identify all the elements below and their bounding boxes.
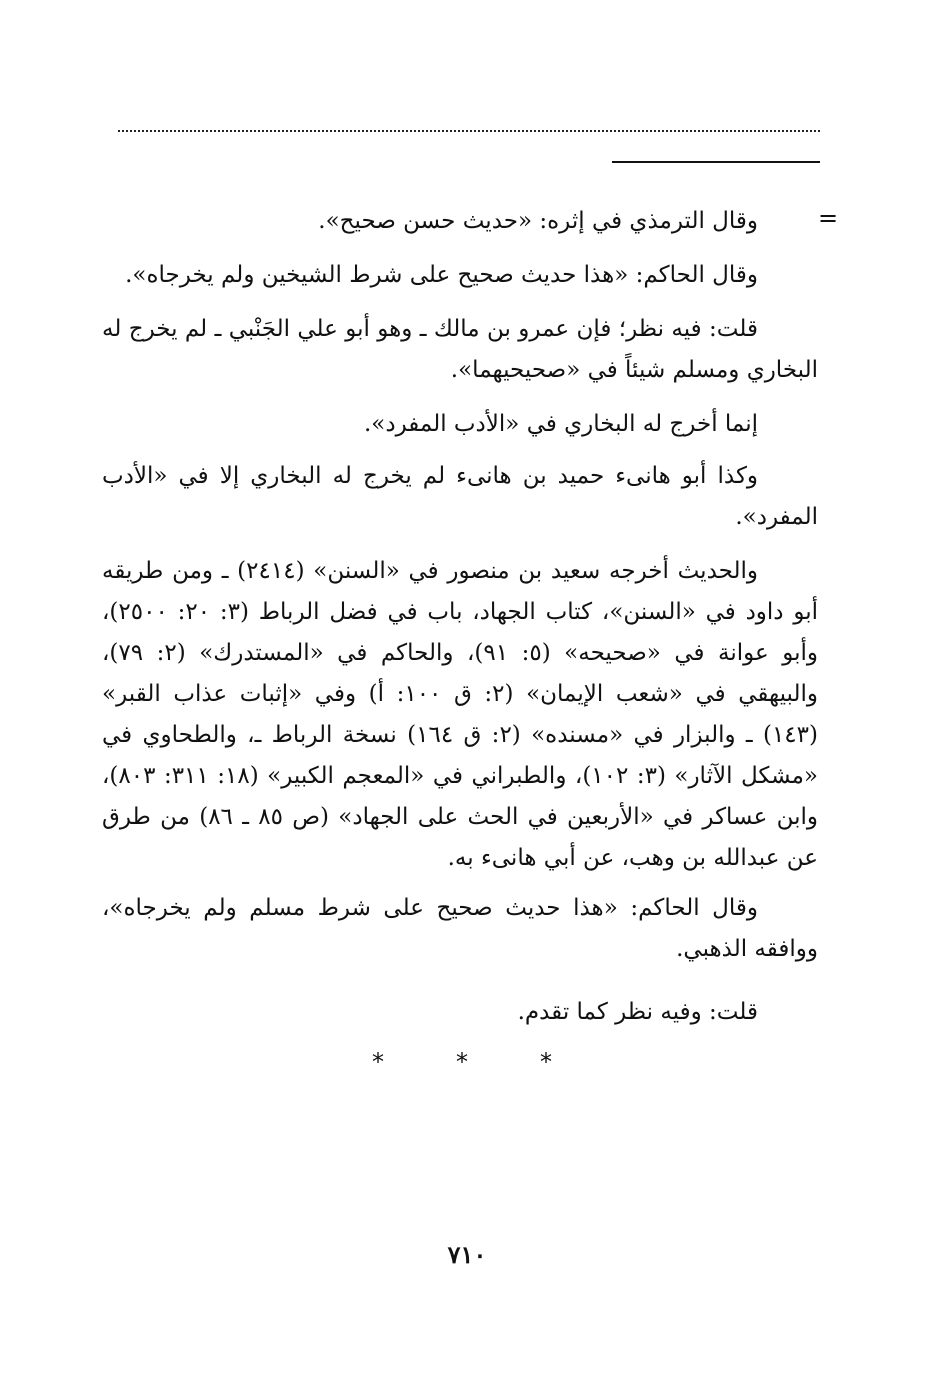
paragraph-hakim-second: وقال الحاكم: «هذا حديث صحيح على شرط مسلم ولم يخرجاه»، ووافقه الذهبي. xyxy=(102,895,818,962)
paragraph-adab-mufrad: إنما أخرج له البخاري في «الأدب المفرد». xyxy=(363,411,758,437)
page-number: ٧١٠ xyxy=(447,1240,487,1269)
separator-star: * xyxy=(372,1048,384,1076)
paragraph-abu-hani: وكذا أبو هانىء حميد بن هانىء لم يخرج له البخاري إلا في «الأدب المفرد». xyxy=(102,463,818,530)
continuation-mark: = xyxy=(818,204,839,232)
paragraph-tirmidhi: وقال الترمذي في إثره: «حديث حسن صحيح». xyxy=(318,208,758,234)
separator-star: * xyxy=(540,1048,552,1076)
paragraph-hakim-first: وقال الحاكم: «هذا حديث صحيح على شرط الشيخين ولم يخرجاه». xyxy=(125,262,758,288)
paragraph-final-comment: قلت: وفيه نظر كما تقدم. xyxy=(517,999,758,1025)
dotted-divider xyxy=(118,130,820,132)
footnote-rule xyxy=(612,161,820,163)
paragraph-hadith-sources: والحديث أخرجه سعيد بن منصور في «السنن» (٢٤١٤) ـ ومن طريقه أبو داود في «السنن»، كتاب الجهاد، باب في فضل الرباط (٣: ٢٠: ٢٥٠٠)، وأبو عوانة في «صحيحه» (٥: ٩١)، والحاكم في «المستدرك» (٢: ٧٩)، والبيهقي في «شعب الإيمان» (٢: ق ١٠٠: أ) وفي «إثبات عذاب القبر» (١٤٣) ـ والبزار في «مسنده» (٢: ق ١٦٤) نسخة الرباط ـ، والطحاوي في «مشكل الآثار» (٣: ١٠٢)، والطبراني في «المعجم الكبير» (١٨: ٣١١: ٨٠٣)، وابن عساكر في «الأربعين في الحث على الجهاد» (ص ٨٥ ـ ٨٦) من طرق عن عبدالله بن وهب، عن أبي هانىء به. xyxy=(102,558,819,871)
separator-star: * xyxy=(456,1048,468,1076)
paragraph-comment-first: قلت: فيه نظر؛ فإن عمرو بن مالك ـ وهو أبو علي الجَنْبي ـ لم يخرج له البخاري ومسلم شيئاً في «صحيحيهما». xyxy=(102,316,818,383)
section-separator xyxy=(372,1050,552,1074)
